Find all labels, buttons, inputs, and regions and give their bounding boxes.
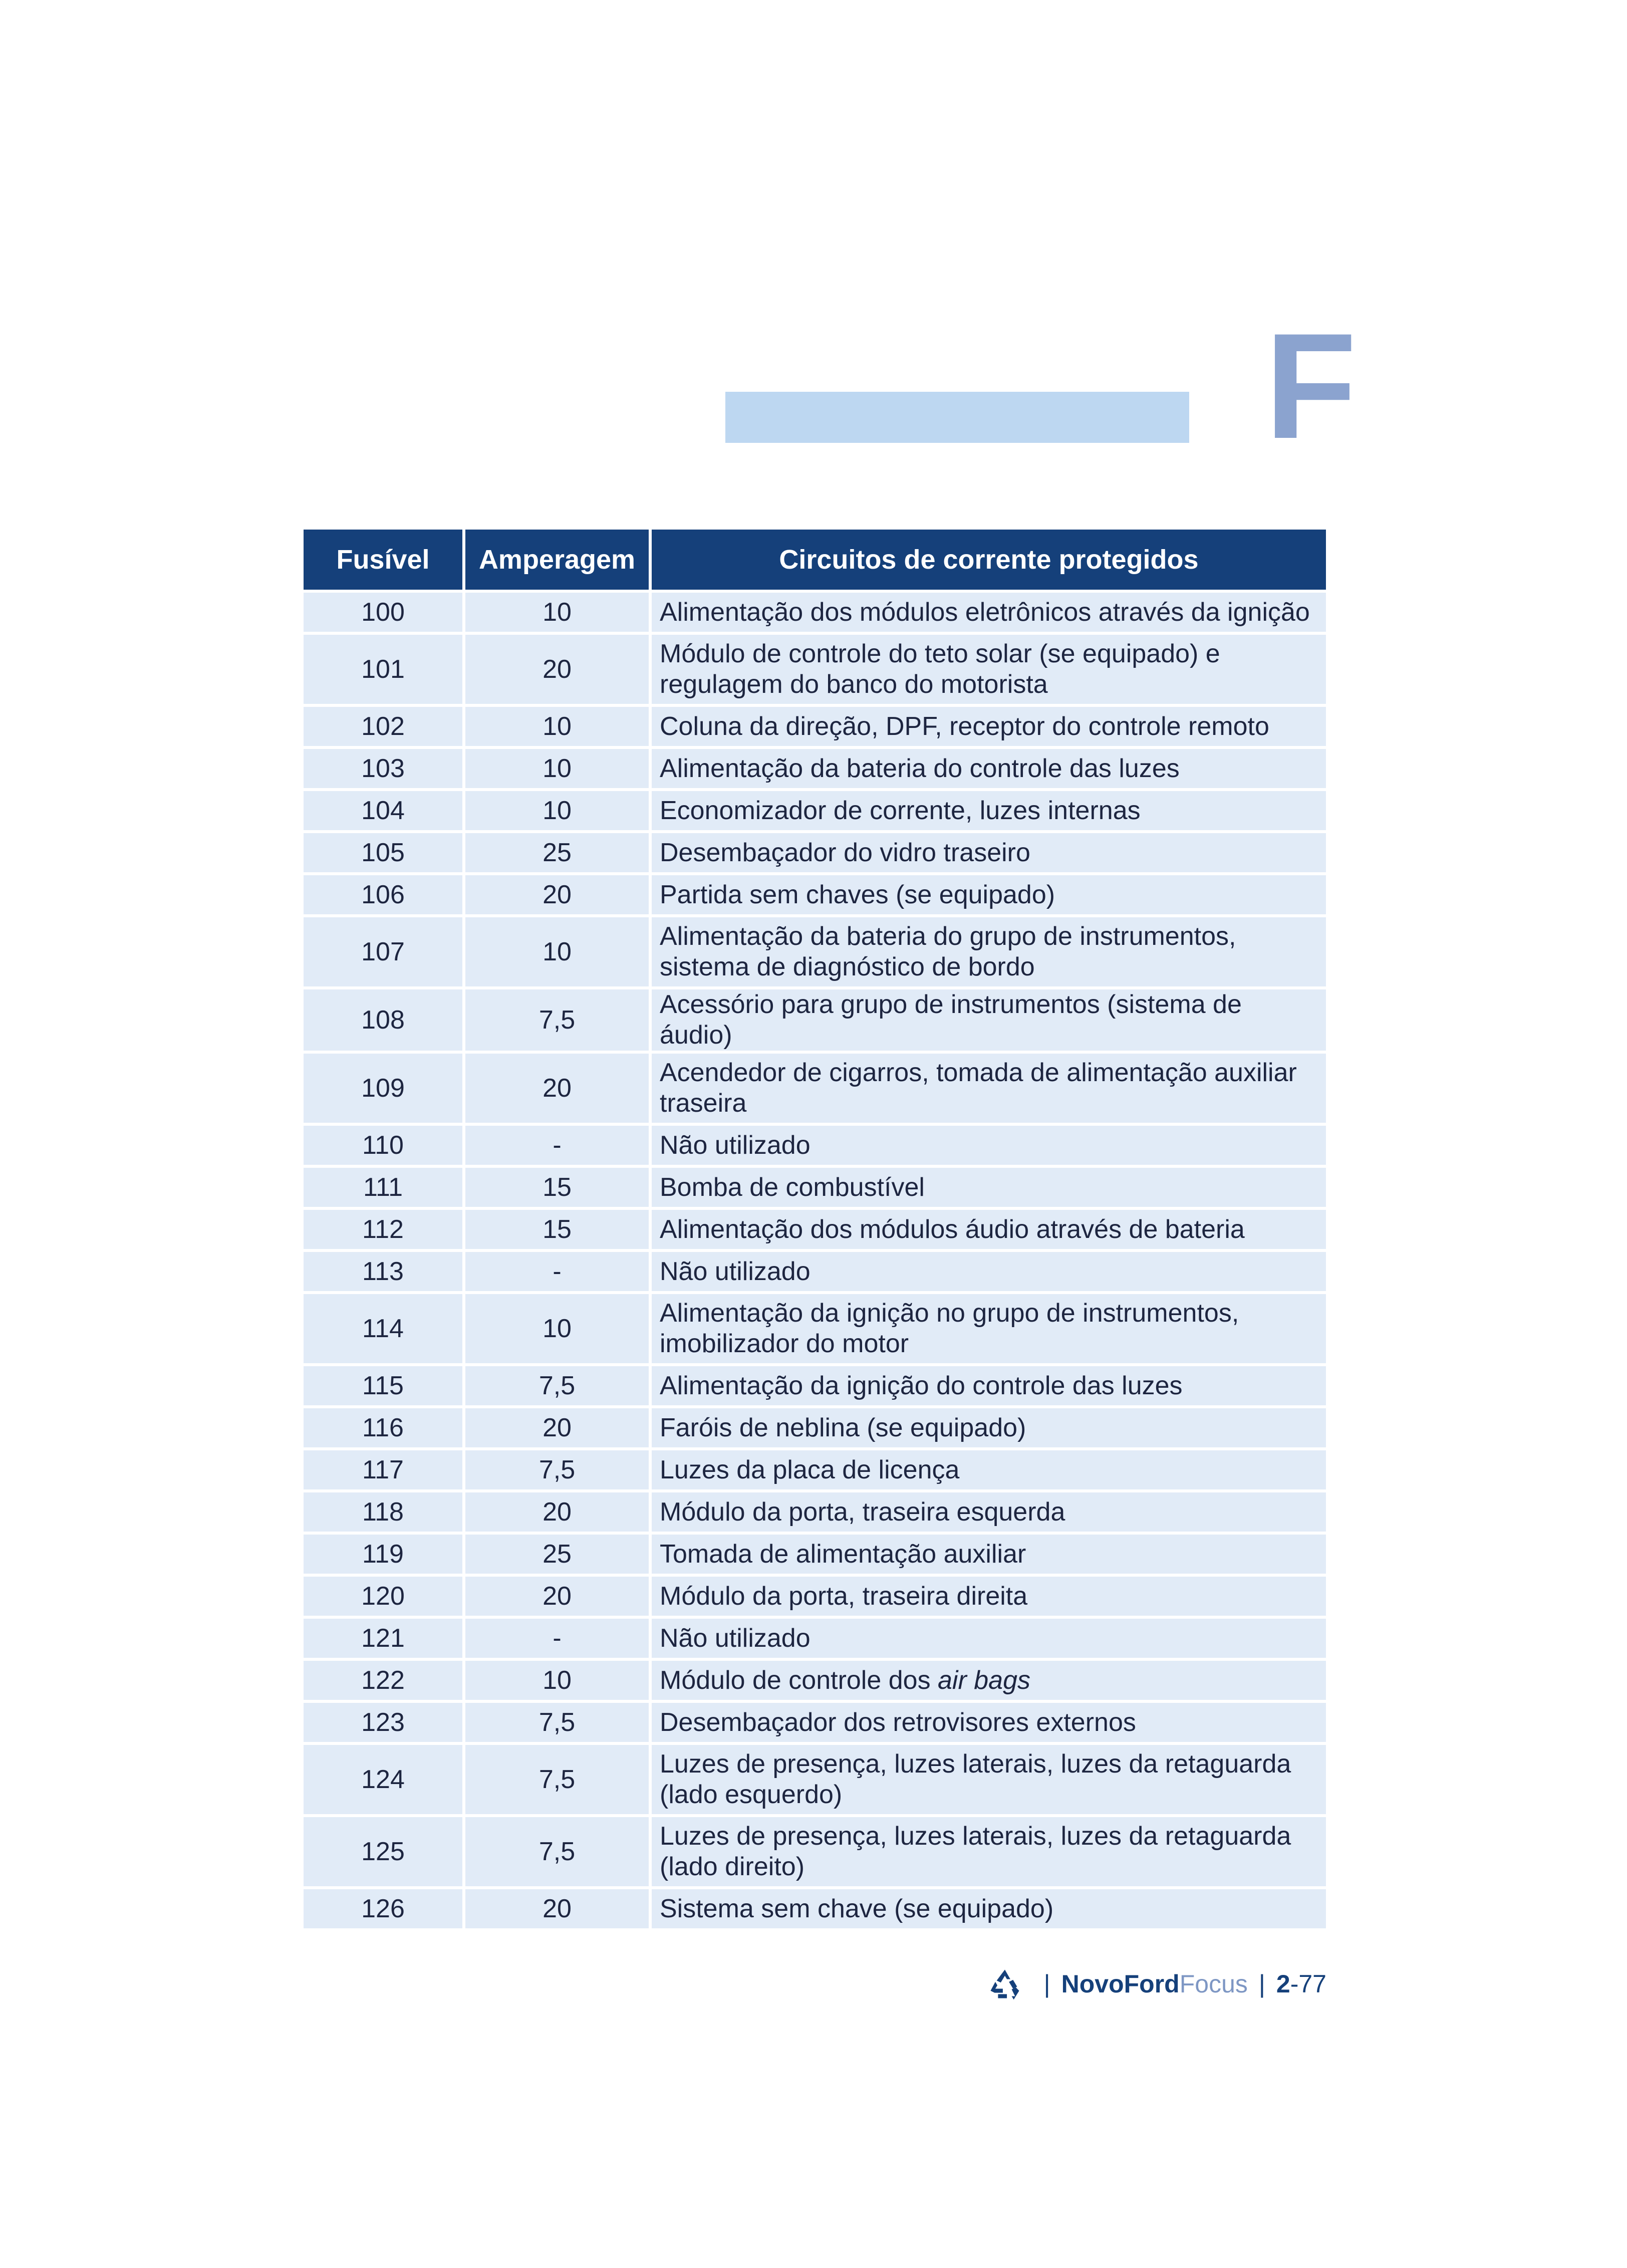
table-row bbox=[304, 1365, 1326, 1407]
fuse-amperage: - bbox=[464, 1250, 650, 1293]
column-header-fuse: Fusível bbox=[304, 530, 464, 591]
section-letter: F bbox=[1265, 302, 1357, 470]
fuse-description: Não utilizado bbox=[650, 1250, 1326, 1293]
fuse-number: 115 bbox=[304, 1365, 464, 1407]
page-footer bbox=[988, 1964, 1326, 2004]
fuse-amperage: 25 bbox=[464, 1533, 650, 1575]
table-row bbox=[304, 705, 1326, 747]
table-row bbox=[304, 988, 1326, 1052]
fuse-amperage: 25 bbox=[464, 832, 650, 874]
page-number: 77 bbox=[1298, 1970, 1326, 1998]
brand-novo: Novo bbox=[1061, 1970, 1124, 1998]
table-row bbox=[304, 874, 1326, 916]
fuse-number: 121 bbox=[304, 1617, 464, 1659]
table-row bbox=[304, 633, 1326, 705]
table-row bbox=[304, 1533, 1326, 1575]
fuse-amperage: 10 bbox=[464, 747, 650, 790]
fuse-description: Alimentação da bateria do controle das luzes bbox=[650, 747, 1326, 790]
fuse-number: 114 bbox=[304, 1293, 464, 1365]
fuse-number: 103 bbox=[304, 747, 464, 790]
fuse-description: Desembaçador do vidro traseiro bbox=[650, 832, 1326, 874]
fuse-description: Faróis de neblina (se equipado) bbox=[650, 1407, 1326, 1449]
fuse-description: Economizador de corrente, luzes internas bbox=[650, 790, 1326, 832]
page-dash: - bbox=[1290, 1970, 1299, 1998]
fuse-amperage: 10 bbox=[464, 790, 650, 832]
fuse-amperage: 7,5 bbox=[464, 1449, 650, 1491]
fuse-description: Desembaçador dos retrovisores externos bbox=[650, 1701, 1326, 1743]
fuse-number: 108 bbox=[304, 988, 464, 1052]
fuse-number: 119 bbox=[304, 1533, 464, 1575]
section-header-bar bbox=[725, 392, 1189, 443]
fuse-number: 102 bbox=[304, 705, 464, 747]
table-row bbox=[304, 1888, 1326, 1930]
fuse-description bbox=[650, 1659, 1326, 1701]
fuse-number: 123 bbox=[304, 1701, 464, 1743]
fuse-amperage: 20 bbox=[464, 633, 650, 705]
fuse-amperage: 15 bbox=[464, 1208, 650, 1250]
fuse-description: Bomba de combustível bbox=[650, 1166, 1326, 1208]
fuse-number: 116 bbox=[304, 1407, 464, 1449]
fuse-amperage: 7,5 bbox=[464, 1816, 650, 1888]
fuse-amperage: 20 bbox=[464, 874, 650, 916]
table-row bbox=[304, 1816, 1326, 1888]
fuse-description: Luzes de presença, luzes laterais, luzes da retaguarda (lado direito) bbox=[650, 1816, 1326, 1888]
fuse-number: 109 bbox=[304, 1052, 464, 1124]
table-row bbox=[304, 1659, 1326, 1701]
table-row bbox=[304, 1743, 1326, 1816]
fuse-amperage: 20 bbox=[464, 1407, 650, 1449]
table-row bbox=[304, 1208, 1326, 1250]
fuse-description: Coluna da direção, DPF, receptor do controle remoto bbox=[650, 705, 1326, 747]
fuse-amperage: 10 bbox=[464, 1293, 650, 1365]
table-row bbox=[304, 832, 1326, 874]
fuse-number: 106 bbox=[304, 874, 464, 916]
fuse-number: 101 bbox=[304, 633, 464, 705]
fuse-description: Módulo da porta, traseira esquerda bbox=[650, 1491, 1326, 1533]
fuse-amperage: 20 bbox=[464, 1888, 650, 1930]
fuse-description: Alimentação da bateria do grupo de instrumentos, sistema de diagnóstico de bordo bbox=[650, 916, 1326, 988]
table-row bbox=[304, 591, 1326, 633]
fuse-description: Sistema sem chave (se equipado) bbox=[650, 1888, 1326, 1930]
fuse-amperage: 7,5 bbox=[464, 1701, 650, 1743]
page-chapter: 2 bbox=[1276, 1970, 1290, 1998]
fuse-amperage: 7,5 bbox=[464, 988, 650, 1052]
table-row bbox=[304, 1250, 1326, 1293]
fuse-description-italic: air bags bbox=[938, 1665, 1031, 1695]
table-row bbox=[304, 1575, 1326, 1617]
table-row bbox=[304, 1491, 1326, 1533]
fuse-number: 104 bbox=[304, 790, 464, 832]
fuse-number: 112 bbox=[304, 1208, 464, 1250]
brand-focus: Focus bbox=[1179, 1970, 1248, 1998]
fuse-number: 122 bbox=[304, 1659, 464, 1701]
fuse-amperage: 20 bbox=[464, 1491, 650, 1533]
fuse-table bbox=[304, 530, 1326, 1931]
fuse-amperage: 10 bbox=[464, 916, 650, 988]
fuse-description: Luzes de presença, luzes laterais, luzes da retaguarda (lado esquerdo) bbox=[650, 1743, 1326, 1816]
brand-ford: Ford bbox=[1124, 1970, 1180, 1998]
fuse-number: 107 bbox=[304, 916, 464, 988]
fuse-description: Alimentação dos módulos áudio através de bateria bbox=[650, 1208, 1326, 1250]
fuse-amperage: 20 bbox=[464, 1575, 650, 1617]
column-header-circuits: Circuitos de corrente protegidos bbox=[650, 530, 1326, 591]
column-header-amperage: Amperagem bbox=[464, 530, 650, 591]
fuse-description: Alimentação da ignição do controle das luzes bbox=[650, 1365, 1326, 1407]
fuse-amperage: - bbox=[464, 1617, 650, 1659]
fuse-amperage: 15 bbox=[464, 1166, 650, 1208]
table-row bbox=[304, 1166, 1326, 1208]
fuse-number: 110 bbox=[304, 1124, 464, 1166]
fuse-number: 111 bbox=[304, 1166, 464, 1208]
fuse-description: Alimentação dos módulos eletrônicos através da ignição bbox=[650, 591, 1326, 633]
table-header-row bbox=[304, 530, 1326, 591]
fuse-description: Módulo da porta, traseira direita bbox=[650, 1575, 1326, 1617]
fuse-number: 120 bbox=[304, 1575, 464, 1617]
table-row bbox=[304, 1449, 1326, 1491]
table-row bbox=[304, 916, 1326, 988]
fuse-description: Acessório para grupo de instrumentos (sistema de áudio) bbox=[650, 988, 1326, 1052]
fuse-number: 118 bbox=[304, 1491, 464, 1533]
table-row bbox=[304, 1052, 1326, 1124]
table-row bbox=[304, 747, 1326, 790]
fuse-description: Módulo de controle do teto solar (se equipado) e regulagem do banco do motorista bbox=[650, 633, 1326, 705]
fuse-amperage: 10 bbox=[464, 705, 650, 747]
fuse-amperage: 7,5 bbox=[464, 1365, 650, 1407]
fuse-description: Não utilizado bbox=[650, 1124, 1326, 1166]
fuse-description: Não utilizado bbox=[650, 1617, 1326, 1659]
footer-separator: | bbox=[1043, 1970, 1050, 1998]
table-row bbox=[304, 790, 1326, 832]
fuse-number: 124 bbox=[304, 1743, 464, 1816]
table-row bbox=[304, 1407, 1326, 1449]
fuse-description: Partida sem chaves (se equipado) bbox=[650, 874, 1326, 916]
fuse-number: 113 bbox=[304, 1250, 464, 1293]
fuse-amperage: 10 bbox=[464, 591, 650, 633]
fuse-number: 105 bbox=[304, 832, 464, 874]
table-row bbox=[304, 1293, 1326, 1365]
fuse-amperage: 20 bbox=[464, 1052, 650, 1124]
recycle-icon bbox=[988, 1967, 1022, 2001]
table-row bbox=[304, 1701, 1326, 1743]
fuse-number: 100 bbox=[304, 591, 464, 633]
table-row bbox=[304, 1617, 1326, 1659]
fuse-description: Tomada de alimentação auxiliar bbox=[650, 1533, 1326, 1575]
fuse-description: Acendedor de cigarros, tomada de alimentação auxiliar traseira bbox=[650, 1052, 1326, 1124]
fuse-number: 126 bbox=[304, 1888, 464, 1930]
table-row bbox=[304, 1124, 1326, 1166]
fuse-number: 117 bbox=[304, 1449, 464, 1491]
fuse-number: 125 bbox=[304, 1816, 464, 1888]
fuse-amperage: 7,5 bbox=[464, 1743, 650, 1816]
fuse-amperage: 10 bbox=[464, 1659, 650, 1701]
fuse-amperage: - bbox=[464, 1124, 650, 1166]
footer-separator: | bbox=[1258, 1970, 1265, 1998]
fuse-description: Luzes da placa de licença bbox=[650, 1449, 1326, 1491]
fuse-description-text: Módulo de controle dos bbox=[660, 1665, 938, 1695]
fuse-description: Alimentação da ignição no grupo de instrumentos, imobilizador do motor bbox=[650, 1293, 1326, 1365]
